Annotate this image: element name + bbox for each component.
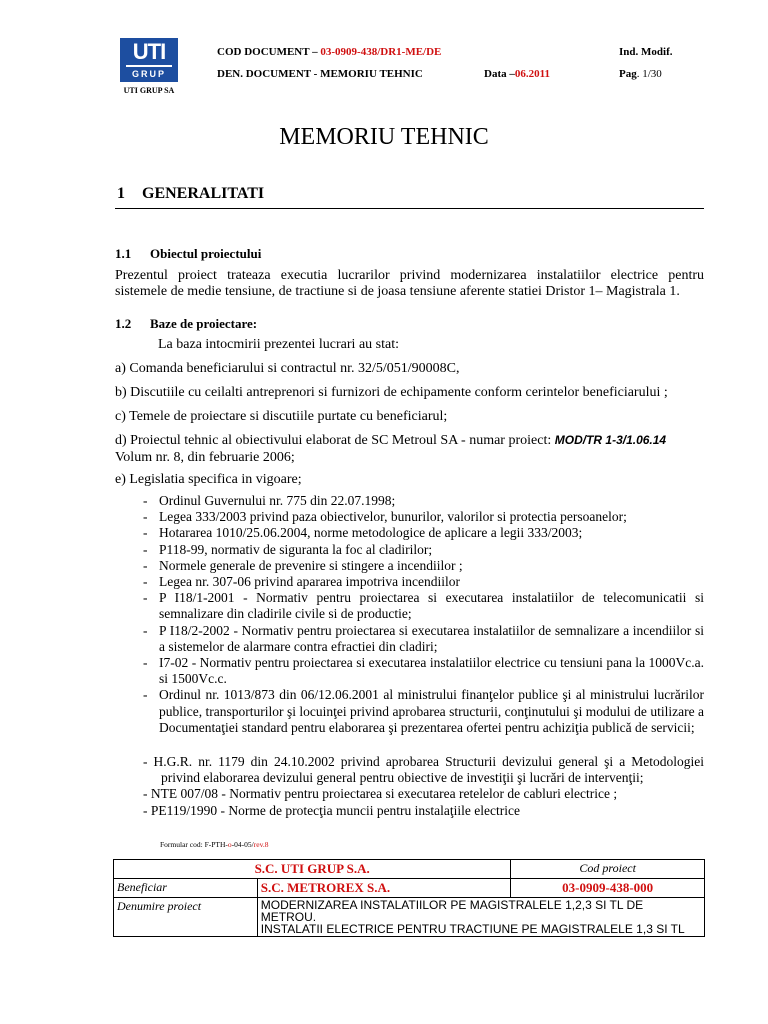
- subsection-heading: 1.2 Baze de proiectare:: [115, 316, 258, 331]
- company-cell: S.C. UTI GRUP S.A.: [114, 860, 511, 879]
- paragraph: b) Discutiile cu ceilalti antreprenori si furnizori de echipamente conform cerintelor beneficiarului ;: [115, 385, 668, 400]
- section-heading: 1 GENERALITATI: [117, 185, 265, 202]
- paragraph: d) Proiectul tehnic al obiectivului elaborat de SC Metroul SA - numar proiect: MOD/TR 1-3/1.06.14 Volum nr. 8, din februarie 2006;: [115, 433, 667, 465]
- paragraph: a) Comanda beneficiarului si contractul nr. 32/5/051/90008C,: [115, 361, 460, 376]
- page-number: Pag. 1/30: [619, 68, 662, 80]
- project-name-label: Denumire proiect: [114, 898, 258, 937]
- project-code-value: 03-0909-438-000: [511, 879, 705, 898]
- project-name-value: MODERNIZAREA INSTALATIILOR PE MAGISTRALELE 1,2,3 SI TL DE METROU. INSTALATII ELECTRICE PENTRU TRACTIUNE PE MAGISTRALELE 1,3 SI TL: [257, 898, 704, 937]
- form-code: Formular cod: F-PTH-o-04-05/rev.8: [160, 840, 269, 849]
- table-row: [114, 879, 705, 898]
- paragraph: La baza intocmirii prezentei lucrari au stat:: [158, 337, 399, 352]
- logo-mark: [120, 38, 178, 82]
- modification-index: Ind. Modif.: [619, 46, 673, 58]
- paragraph: c) Temele de proiectare si discutiile purtate cu beneficiarul;: [115, 409, 448, 424]
- list-item: - P I18/1-2001 - Normativ pentru proiectarea si executarea instalatiilor de telecomunicatii si semnalizare din cladirile civile si de productie;: [143, 590, 704, 622]
- table-row: [114, 860, 705, 879]
- logo-text: UTI: [132, 39, 166, 64]
- list-item: - NTE 007/08 - Normativ pentru proiectarea si executarea retelelor de cabluri electrice ;: [143, 786, 618, 802]
- list-item: - Hotararea 1010/25.06.2004, norme metodologice de aplicare a legii 333/2003;: [143, 525, 583, 541]
- legislation-list-continued: [143, 754, 704, 819]
- list-item: - Normele generale de prevenire si stingere a incendiilor ;: [143, 557, 463, 573]
- logo-caption: UTI GRUP SA: [123, 86, 175, 95]
- beneficiary-label: Beneficiar: [114, 879, 258, 898]
- list-item: - I7-02 - Normativ pentru proiectarea si executarea instalatiilor electrice cu tensiuni pana la 1000Vc.a. si 1500Vc.c.: [143, 655, 704, 687]
- company-logo: [118, 38, 180, 95]
- list-item: - Legea 333/2003 privind paza obiectivelor, bunurilor, valorilor si protectia persoanelor;: [143, 509, 627, 525]
- document-title: MEMORIU TEHNIC: [279, 124, 489, 150]
- paragraph: Prezentul proiect trateaza executia lucrarilor privind modernizarea instalatiilor electrice pentru: [115, 268, 704, 283]
- document-code: COD DOCUMENT – 03-0909-438/DR1-ME/DE: [217, 46, 442, 58]
- list-item: - P118-99, normativ de siguranta la foc al cladirilor;: [143, 541, 433, 557]
- list-item: - P I18/2-2002 - Normativ pentru proiectarea si executarea instalatiilor de semnalizare a incendiilor si a sistemelor de alarmare contra efractiei din cladiri;: [143, 622, 704, 654]
- paragraph: e) Legislatia specifica in vigoare;: [115, 472, 302, 487]
- table-row: [114, 898, 705, 937]
- legislation-list: [143, 493, 704, 736]
- subsection-heading: 1.1 Obiectul proiectului: [115, 246, 262, 261]
- beneficiary-value: S.C. METROREX S.A.: [257, 879, 511, 898]
- list-item: - Ordinul Guvernului nr. 775 din 22.07.1998;: [143, 493, 396, 508]
- project-code-label: Cod proiect: [511, 860, 705, 879]
- section-divider: [115, 208, 704, 209]
- list-item: - Ordinul nr. 1013/873 din 06/12.06.2001 al ministrului finanţelor publice şi al ministrului lucrărilor publice, transporturilor şi locuinţei privind aprobarea structurii, conţinutului şi modului de utilizare a Documentaţiei standard pentru elaborarea şi prezentarea ofertei pentru achiziţia publică de servicii;: [143, 687, 704, 735]
- project-info-table: [113, 859, 705, 937]
- list-item: - H.G.R. nr. 1179 din 24.10.2002 privind aprobarea Structurii devizului general şi a Metodologiei privind elaborarea devizului general pentru obiective de investiţii şi lucrări de intervenţii;: [143, 754, 704, 786]
- logo-subtext: GRUP: [131, 69, 166, 79]
- document-name: DEN. DOCUMENT - MEMORIU TEHNIC: [217, 68, 423, 80]
- document-date: Data –06.2011: [484, 68, 551, 80]
- list-item: - Legea nr. 307-06 privind apararea impotriva incendiilor: [143, 574, 461, 590]
- paragraph: sistemele de medie tensiune, de tractiune si de joasa tensiune aferente statiei Dristor 1– Magistrala 1.: [115, 284, 680, 299]
- list-item: - PE119/1990 - Norme de protecţia muncii pentru instalaţiile electrice: [143, 802, 520, 818]
